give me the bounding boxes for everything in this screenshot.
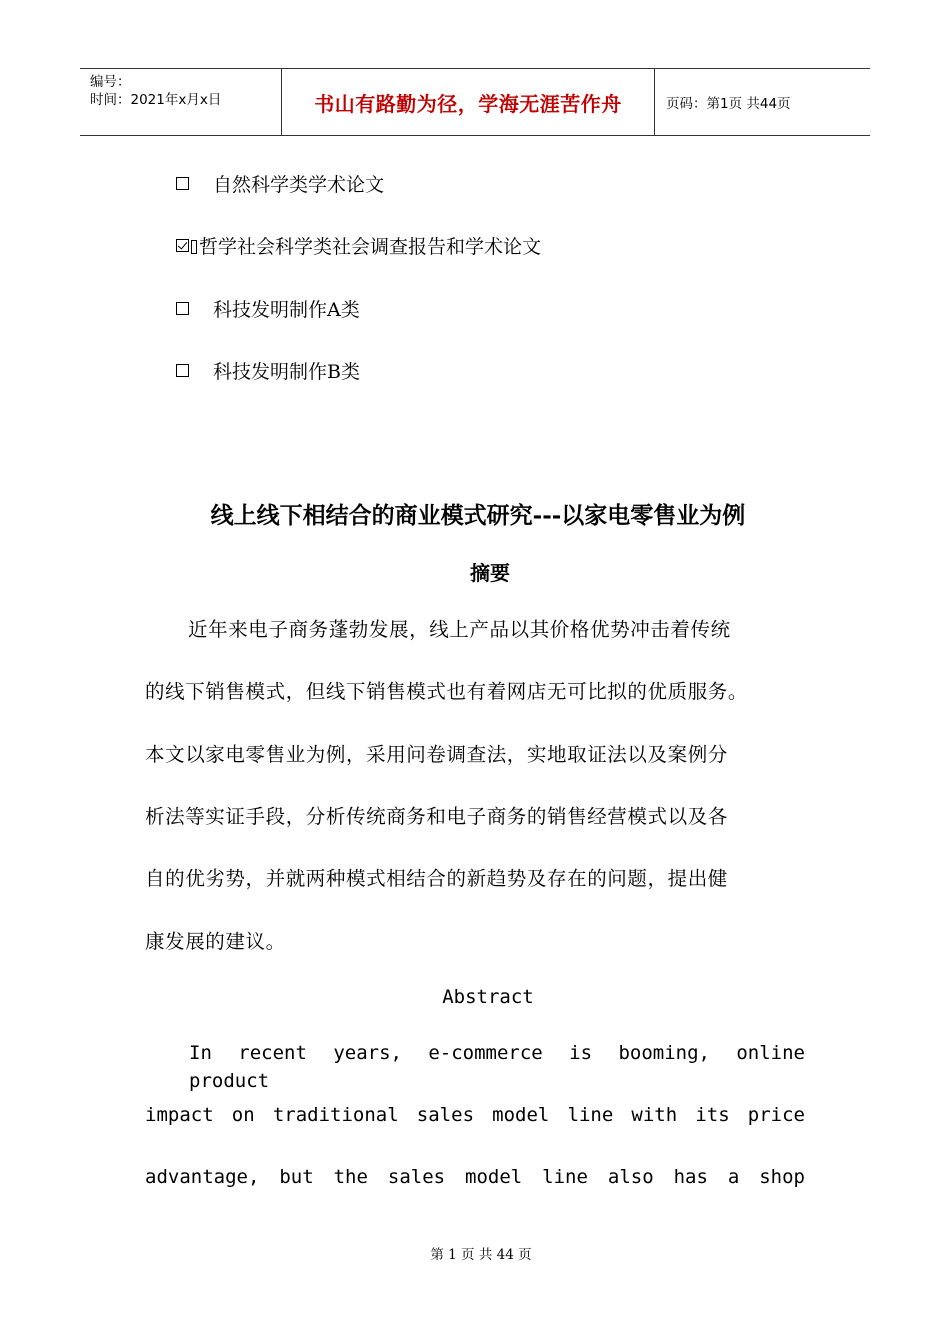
category-item-social-science[interactable] — [176, 234, 541, 260]
abstract-cn-line: 康发展的建议。 — [145, 930, 286, 953]
abstract-en-heading: Abstract — [442, 986, 534, 1008]
document-time-label: 时间：2021年x月x日 — [90, 92, 222, 108]
abstract-cn-line: 析法等实证手段，分析传统商务和电子商务的销售经营模式以及各 — [145, 805, 728, 828]
category-item-natural-science[interactable] — [176, 172, 384, 198]
footer-page-number: 第 1 页 共 44 页 — [430, 1247, 532, 1263]
page-footer — [0, 1245, 950, 1265]
header-page-info: 页码：第1页 共44页 — [666, 96, 791, 112]
checkbox-checked-icon[interactable] — [176, 239, 189, 252]
document-number-label: 编号： — [90, 74, 131, 90]
paper-title: 线上线下相结合的商业模式研究---以家电零售业为例 — [210, 502, 746, 529]
page-header — [80, 68, 870, 136]
abstract-en-line: impact on traditional sales model line with its price — [145, 1104, 805, 1126]
checkbox-unchecked-icon[interactable] — [176, 364, 189, 377]
abstract-cn-line: 自的优劣势，并就两种模式相结合的新趋势及存在的问题，提出健 — [145, 867, 728, 890]
category-item-invention-a[interactable] — [176, 297, 360, 323]
abstract-en-line: In recent years, e-commerce is booming, online product — [189, 1042, 805, 1092]
abstract-en-line: advantage, but the sales model line also has a shop — [145, 1166, 805, 1188]
header-meta — [80, 69, 281, 135]
checkbox-unchecked-icon[interactable] — [176, 177, 189, 190]
category-label: 自然科学类学术论文 — [213, 174, 385, 196]
category-label: 哲学社会科学类社会调查报告和学术论文 — [199, 236, 542, 258]
checkbox-unchecked-icon[interactable] — [176, 302, 189, 315]
abstract-cn-line: 本文以家电零售业为例，采用问卷调查法，实地取证法以及案例分 — [145, 743, 728, 766]
category-item-invention-b[interactable] — [176, 359, 360, 385]
header-motto: 书山有路勤为径，学海无涯苦作舟 — [281, 69, 655, 135]
category-label: 科技发明制作A类 — [213, 299, 360, 321]
abstract-cn-line: 近年来电子商务蓬勃发展，线上产品以其价格优势冲击着传统 — [188, 618, 731, 641]
category-label: 科技发明制作B类 — [213, 361, 360, 383]
abstract-cn-heading: 摘要 — [470, 561, 510, 585]
abstract-cn-line: 的线下销售模式，但线下销售模式也有着网店无可比拟的优质服务。 — [145, 680, 749, 703]
missing-glyph-icon — [191, 240, 197, 254]
